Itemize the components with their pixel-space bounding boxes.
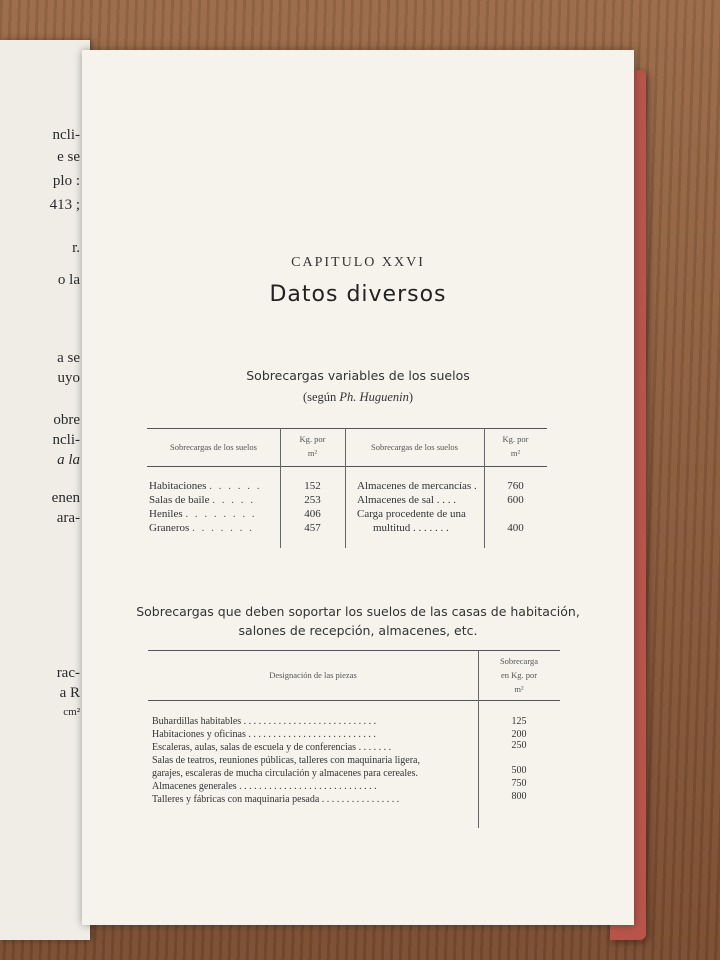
- text-fragment: plo :: [52, 173, 80, 189]
- text-fragment: ncli-: [52, 127, 80, 143]
- table-rule: [148, 700, 560, 701]
- text-fragment: cm²: [63, 706, 80, 718]
- table-row: Graneros . . . . . . .: [149, 522, 254, 534]
- column-header: Sobrecarga en Kg. por m²: [499, 656, 539, 694]
- text-fragment: r.: [72, 240, 80, 256]
- chapter-label: CAPITULO XXVI: [291, 255, 425, 270]
- previous-page: [0, 40, 90, 940]
- row-value: 750: [511, 778, 527, 789]
- table-row: Almacenes generales . . . . . . . . . . . . . . . . . . . . . . . . . . . .: [152, 781, 377, 792]
- chapter-title: Datos diversos: [269, 282, 447, 307]
- table-row: garajes, escaleras de mucha circulación y almacenes para cereales.: [152, 768, 418, 779]
- table-row: Carga procedente de una: [357, 508, 466, 520]
- row-value: 125: [511, 716, 527, 727]
- table-rule: [147, 428, 547, 429]
- column-header: Sobrecargas de los suelos: [170, 442, 257, 452]
- table1-subtitle: (según Ph. Huguenin): [302, 390, 414, 404]
- text-fragment: 413 ;: [49, 197, 80, 213]
- text-fragment: ara-: [56, 510, 80, 526]
- table-row: multitud . . . . . . .: [373, 522, 449, 534]
- row-value: 152: [304, 480, 321, 492]
- column-header: Kg. por m²: [502, 434, 529, 458]
- table-row: Talleres y fábricas con maquinaria pesada . . . . . . . . . . . . . . . .: [152, 794, 400, 805]
- table-row: Escaleras, aulas, salas de escuela y de conferencias . . . . . . .: [152, 742, 392, 753]
- row-value: 500: [511, 765, 527, 776]
- text-fragment: ncli-: [52, 432, 80, 448]
- text-fragment: e se: [57, 149, 80, 165]
- table1-title: Sobrecargas variables de los suelos: [246, 368, 470, 383]
- text-fragment: uyo: [57, 370, 80, 386]
- row-value: 760: [507, 480, 524, 492]
- text-fragment: rac-: [56, 665, 80, 681]
- text-fragment: obre: [53, 412, 80, 428]
- text-fragment: a la: [57, 452, 80, 468]
- table-row: Heniles . . . . . . . .: [149, 508, 257, 520]
- table-row: Salas de baile . . . . .: [149, 494, 255, 506]
- text-fragment: o la: [57, 272, 80, 288]
- table-row: Salas de teatros, reuniones públicas, talleres con maquinaria ligera,: [152, 755, 420, 766]
- overload-table: [147, 428, 547, 548]
- table-rule: [148, 650, 560, 651]
- table-rule: [147, 466, 547, 467]
- author-name: Ph. Huguenin: [339, 390, 409, 404]
- row-value: 406: [304, 508, 321, 520]
- table-row: Almacenes de sal . . . .: [357, 494, 456, 506]
- row-value: 457: [304, 522, 321, 534]
- table-row: Habitaciones y oficinas . . . . . . . . . . . . . . . . . . . . . . . . . .: [152, 729, 376, 740]
- table-row: Buhardillas habitables . . . . . . . . . . . . . . . . . . . . . . . . . . .: [152, 716, 377, 727]
- text-fragment: enen: [51, 490, 80, 506]
- row-value: 800: [511, 791, 527, 802]
- table-row: Habitaciones . . . . . .: [149, 480, 262, 492]
- row-value: 200: [511, 729, 527, 740]
- row-value: 253: [304, 494, 321, 506]
- table-row: Almacenes de mercancías .: [357, 480, 477, 492]
- column-header: Designación de las piezas: [269, 670, 357, 680]
- text-fragment: a R: [59, 685, 80, 701]
- row-value: 400: [507, 522, 524, 534]
- row-value: 250: [511, 740, 527, 751]
- column-header: Kg. por m²: [299, 434, 326, 458]
- text-fragment: a se: [57, 350, 80, 366]
- column-header: Sobrecargas de los suelos: [371, 442, 458, 452]
- row-value: 600: [507, 494, 524, 506]
- rooms-overload-table: [148, 650, 560, 828]
- table2-title: Sobrecargas que deben soportar los suelos de las casas de habitación, salones de recepción, almacenes, etc.: [136, 604, 580, 638]
- book-page: [82, 50, 634, 925]
